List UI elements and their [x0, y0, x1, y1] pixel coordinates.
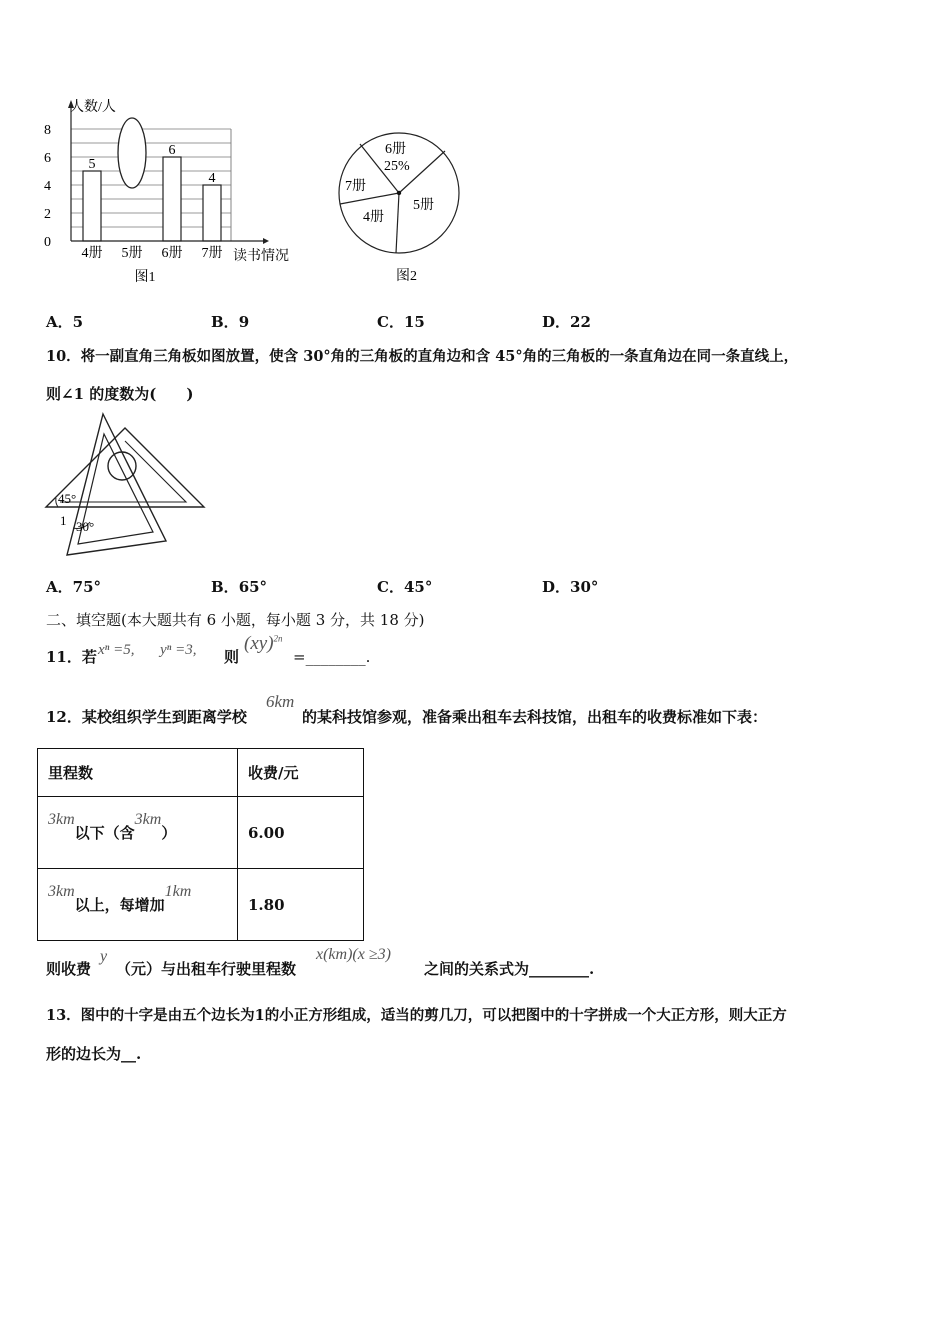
table-cell-fee: 1.80	[238, 869, 364, 941]
chart-bars	[83, 118, 221, 241]
pie-label-5: 5册	[413, 198, 434, 213]
q9-option-b[interactable]: B．9	[211, 313, 250, 331]
y-tick-label: 2	[44, 207, 51, 222]
bar-value-label: 6	[168, 143, 176, 158]
q9-option-d[interactable]: D．22	[542, 313, 591, 331]
x-tick-label: 4册	[81, 246, 103, 261]
q12-distance: 6km	[266, 692, 295, 711]
hidden-bar-ellipse	[118, 118, 146, 188]
angle-45-label: 45°	[58, 491, 77, 506]
q10-option-b[interactable]: B．65°	[211, 578, 268, 596]
q11-number: 11．若	[46, 648, 97, 666]
q10-option-c[interactable]: C．45°	[377, 578, 433, 596]
q11-condition-y: yⁿ =3,	[160, 642, 197, 658]
table-cell-distance: 3km以上，每增加1km	[38, 869, 238, 941]
q11-condition-x: xⁿ =5,	[98, 642, 135, 658]
y-tick-label: 6	[44, 151, 51, 166]
q12-ask-b: （元）与出租车行驶里程数	[116, 960, 297, 978]
q11-then: 则	[224, 648, 240, 666]
y-axis-label: 人数/人	[70, 100, 116, 115]
angle-1-label: 1	[60, 513, 67, 528]
q11-expression: (xy)$^{2n}$	[244, 633, 283, 654]
q10-option-d[interactable]: D．30°	[542, 578, 599, 596]
table-header-row	[38, 749, 364, 797]
bar-7册	[203, 185, 221, 241]
q13-text-line1: 13．图中的十字是由五个边长为1的小正方形组成，适当的剪几刀，可以把图中的十字拼成一个大正方形，则大正方	[46, 1007, 787, 1024]
q12-ask-a: 则收费	[46, 960, 92, 978]
x-tick-label: 7册	[201, 246, 223, 261]
q12-suffix: 的某科技馆参观，准备乘出租车去科技馆，出租车的收费标准如下表：	[302, 708, 768, 726]
figure-2-caption: 图2	[396, 269, 417, 284]
pie-divider	[340, 193, 399, 204]
q13-text-line2[interactable]: 形的边长为__.	[46, 1045, 142, 1063]
pie-center-dot	[397, 191, 401, 195]
q12-prefix: 12．某校组织学生到距离学校	[46, 708, 247, 726]
q9-option-a[interactable]: A．5	[46, 313, 84, 331]
q12-ask-c[interactable]: 之间的关系式为________.	[424, 960, 595, 978]
table-header-distance: 里程数	[38, 749, 238, 797]
x-axis-label: 读书情况	[233, 249, 289, 264]
pie-label-4: 4册	[363, 210, 384, 225]
bar-6册	[163, 157, 181, 241]
table-cell-distance: 3km以下（含3km）	[38, 797, 238, 869]
q10-text-line1: 10．将一副直角三角板如图放置，使含 30°角的三角板的直角边和含 45°角的三角板的一条直角边在同一条直线上，	[46, 348, 799, 365]
y-tick-label: 4	[44, 179, 51, 194]
pie-label-7: 7册	[345, 179, 366, 194]
angle-30-label: 30°	[76, 519, 95, 534]
x-tick-label: 6册	[161, 246, 183, 261]
x-axis-arrow	[263, 238, 269, 244]
bar-4册	[83, 171, 101, 241]
y-tick-label: 0	[44, 235, 51, 250]
pie-label-6: 6册	[385, 142, 406, 157]
table-row	[38, 797, 364, 869]
figure-2-pie-chart	[330, 110, 470, 290]
q11-answer-blank[interactable]: =________.	[293, 648, 371, 666]
figure-1-caption: 图1	[134, 270, 156, 285]
q10-text-line2: 则∠1 的度数为( )	[46, 385, 194, 403]
fare-table	[37, 748, 364, 941]
q12-var-x: x(km)(x ≥3)	[316, 946, 391, 963]
q9-option-c[interactable]: C．15	[377, 313, 425, 331]
x-tick-label: 5册	[121, 246, 143, 261]
table-cell-fee: 6.00	[238, 797, 364, 869]
q12-var-y: y	[100, 948, 108, 965]
pie-divider	[396, 193, 399, 253]
table-header-fee: 收费/元	[238, 749, 364, 797]
figure-1-bar-chart	[30, 90, 310, 290]
q10-triangle-figure	[40, 410, 215, 560]
q10-option-a[interactable]: A．75°	[46, 578, 102, 596]
set-square-hole	[108, 452, 136, 480]
section-heading-fill-blank: 二、填空题(本大题共有 6 小题，每小题 3 分，共 18 分)	[46, 611, 425, 629]
table-row	[38, 869, 364, 941]
y-tick-label: 8	[44, 123, 51, 138]
bar-value-label: 4	[208, 171, 216, 186]
bar-value-label: 5	[88, 157, 96, 172]
pie-label-25pct: 25%	[384, 159, 410, 174]
